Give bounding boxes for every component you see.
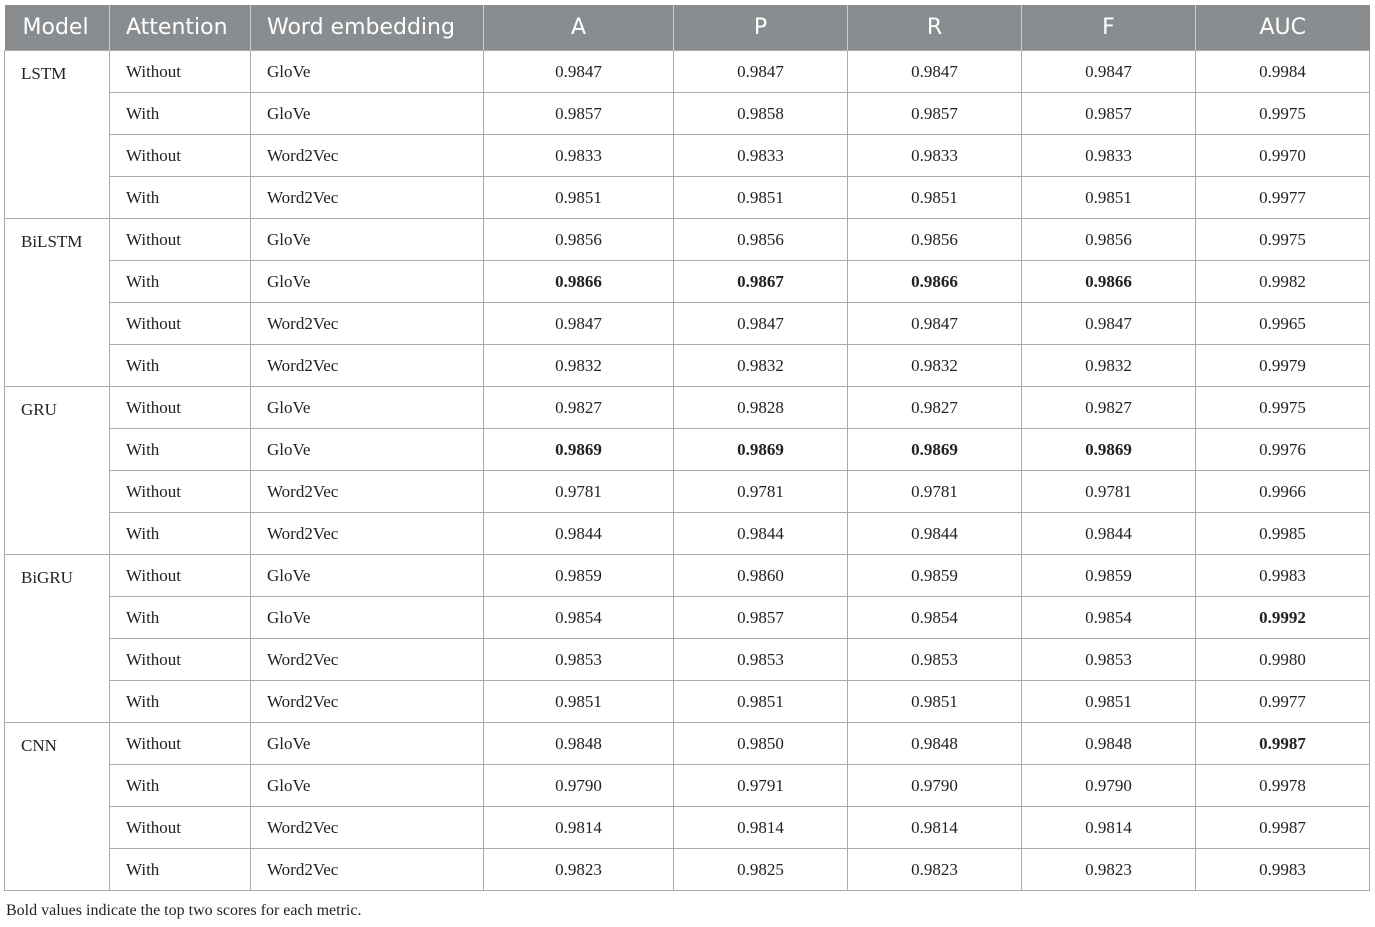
attention-cell: Without	[110, 219, 251, 261]
metric-cell-f: 0.9823	[1022, 849, 1196, 891]
metric-cell-auc: 0.9975	[1196, 219, 1370, 261]
embedding-cell: Word2Vec	[251, 639, 484, 681]
table-row	[5, 429, 1370, 471]
metric-cell-auc: 0.9966	[1196, 471, 1370, 513]
attention-cell: Without	[110, 471, 251, 513]
metric-cell-p: 0.9853	[674, 639, 848, 681]
metric-cell-f: 0.9814	[1022, 807, 1196, 849]
metric-cell-r: 0.9851	[848, 177, 1022, 219]
model-cell: LSTM	[5, 51, 110, 219]
table-row	[5, 135, 1370, 177]
metric-cell-f: 0.9832	[1022, 345, 1196, 387]
embedding-cell: Word2Vec	[251, 849, 484, 891]
table-row	[5, 513, 1370, 555]
attention-cell: Without	[110, 135, 251, 177]
results-table-container	[4, 5, 1369, 891]
model-cell: CNN	[5, 723, 110, 891]
embedding-cell: Word2Vec	[251, 681, 484, 723]
table-row	[5, 765, 1370, 807]
header-p: P	[674, 5, 848, 51]
embedding-cell: Word2Vec	[251, 177, 484, 219]
metric-cell-r: 0.9856	[848, 219, 1022, 261]
metric-cell-r: 0.9790	[848, 765, 1022, 807]
table-body	[5, 51, 1370, 891]
metric-cell-p: 0.9860	[674, 555, 848, 597]
model-cell: BiLSTM	[5, 219, 110, 387]
table-row	[5, 723, 1370, 765]
metric-cell-a: 0.9848	[484, 723, 674, 765]
metric-cell-a: 0.9781	[484, 471, 674, 513]
metric-cell-f: 0.9844	[1022, 513, 1196, 555]
metric-cell-p: 0.9867	[674, 261, 848, 303]
metric-cell-f: 0.9781	[1022, 471, 1196, 513]
metric-cell-f: 0.9866	[1022, 261, 1196, 303]
attention-cell: With	[110, 93, 251, 135]
metric-cell-auc: 0.9979	[1196, 345, 1370, 387]
table-row	[5, 303, 1370, 345]
metric-cell-auc: 0.9975	[1196, 387, 1370, 429]
metric-cell-p: 0.9814	[674, 807, 848, 849]
table-row	[5, 345, 1370, 387]
metric-cell-p: 0.9851	[674, 177, 848, 219]
metric-cell-f: 0.9851	[1022, 177, 1196, 219]
metric-cell-a: 0.9851	[484, 177, 674, 219]
attention-cell: Without	[110, 555, 251, 597]
embedding-cell: Word2Vec	[251, 135, 484, 177]
metric-cell-auc: 0.9983	[1196, 849, 1370, 891]
metric-cell-f: 0.9853	[1022, 639, 1196, 681]
metric-cell-auc: 0.9987	[1196, 807, 1370, 849]
table-row	[5, 261, 1370, 303]
attention-cell: With	[110, 177, 251, 219]
metric-cell-f: 0.9847	[1022, 51, 1196, 93]
metric-cell-a: 0.9856	[484, 219, 674, 261]
metric-cell-a: 0.9827	[484, 387, 674, 429]
metric-cell-r: 0.9844	[848, 513, 1022, 555]
metric-cell-r: 0.9859	[848, 555, 1022, 597]
embedding-cell: GloVe	[251, 597, 484, 639]
metric-cell-r: 0.9857	[848, 93, 1022, 135]
metric-cell-f: 0.9869	[1022, 429, 1196, 471]
table-row	[5, 807, 1370, 849]
metric-cell-auc: 0.9977	[1196, 177, 1370, 219]
attention-cell: With	[110, 429, 251, 471]
metric-cell-auc: 0.9980	[1196, 639, 1370, 681]
attention-cell: With	[110, 681, 251, 723]
header-attention: Attention	[110, 5, 251, 51]
metric-cell-auc: 0.9992	[1196, 597, 1370, 639]
header-auc: AUC	[1196, 5, 1370, 51]
embedding-cell: GloVe	[251, 261, 484, 303]
attention-cell: With	[110, 345, 251, 387]
table-row	[5, 219, 1370, 261]
table-row	[5, 849, 1370, 891]
metric-cell-a: 0.9853	[484, 639, 674, 681]
metric-cell-r: 0.9832	[848, 345, 1022, 387]
attention-cell: Without	[110, 387, 251, 429]
header-row	[5, 5, 1370, 51]
table-row	[5, 51, 1370, 93]
metric-cell-r: 0.9827	[848, 387, 1022, 429]
metric-cell-f: 0.9859	[1022, 555, 1196, 597]
metric-cell-p: 0.9858	[674, 93, 848, 135]
header-r: R	[848, 5, 1022, 51]
metric-cell-a: 0.9857	[484, 93, 674, 135]
table-row	[5, 387, 1370, 429]
metric-cell-p: 0.9844	[674, 513, 848, 555]
attention-cell: With	[110, 597, 251, 639]
metric-cell-p: 0.9828	[674, 387, 848, 429]
metric-cell-r: 0.9853	[848, 639, 1022, 681]
metric-cell-p: 0.9856	[674, 219, 848, 261]
metric-cell-r: 0.9854	[848, 597, 1022, 639]
results-table	[4, 5, 1370, 891]
metric-cell-f: 0.9847	[1022, 303, 1196, 345]
metric-cell-r: 0.9833	[848, 135, 1022, 177]
metric-cell-p: 0.9850	[674, 723, 848, 765]
metric-cell-p: 0.9791	[674, 765, 848, 807]
attention-cell: With	[110, 513, 251, 555]
metric-cell-a: 0.9790	[484, 765, 674, 807]
metric-cell-auc: 0.9977	[1196, 681, 1370, 723]
metric-cell-p: 0.9857	[674, 597, 848, 639]
metric-cell-a: 0.9844	[484, 513, 674, 555]
metric-cell-r: 0.9823	[848, 849, 1022, 891]
table-footnote: Bold values indicate the top two scores for each metric.	[6, 902, 362, 919]
table-row	[5, 681, 1370, 723]
metric-cell-p: 0.9832	[674, 345, 848, 387]
metric-cell-r: 0.9781	[848, 471, 1022, 513]
metric-cell-p: 0.9833	[674, 135, 848, 177]
embedding-cell: GloVe	[251, 765, 484, 807]
metric-cell-r: 0.9847	[848, 303, 1022, 345]
table-row	[5, 177, 1370, 219]
embedding-cell: Word2Vec	[251, 471, 484, 513]
metric-cell-r: 0.9851	[848, 681, 1022, 723]
attention-cell: Without	[110, 807, 251, 849]
metric-cell-r: 0.9847	[848, 51, 1022, 93]
metric-cell-a: 0.9851	[484, 681, 674, 723]
metric-cell-f: 0.9854	[1022, 597, 1196, 639]
model-cell: GRU	[5, 387, 110, 555]
metric-cell-a: 0.9832	[484, 345, 674, 387]
metric-cell-f: 0.9848	[1022, 723, 1196, 765]
embedding-cell: GloVe	[251, 723, 484, 765]
embedding-cell: GloVe	[251, 51, 484, 93]
metric-cell-a: 0.9823	[484, 849, 674, 891]
attention-cell: Without	[110, 639, 251, 681]
table-row	[5, 597, 1370, 639]
metric-cell-a: 0.9814	[484, 807, 674, 849]
embedding-cell: GloVe	[251, 219, 484, 261]
metric-cell-auc: 0.9975	[1196, 93, 1370, 135]
metric-cell-r: 0.9866	[848, 261, 1022, 303]
model-cell: BiGRU	[5, 555, 110, 723]
header-word-embedding: Word embedding	[251, 5, 484, 51]
metric-cell-f: 0.9856	[1022, 219, 1196, 261]
metric-cell-a: 0.9859	[484, 555, 674, 597]
embedding-cell: GloVe	[251, 93, 484, 135]
metric-cell-auc: 0.9983	[1196, 555, 1370, 597]
embedding-cell: Word2Vec	[251, 513, 484, 555]
metric-cell-a: 0.9866	[484, 261, 674, 303]
metric-cell-f: 0.9857	[1022, 93, 1196, 135]
metric-cell-a: 0.9869	[484, 429, 674, 471]
attention-cell: Without	[110, 723, 251, 765]
metric-cell-auc: 0.9985	[1196, 513, 1370, 555]
metric-cell-auc: 0.9987	[1196, 723, 1370, 765]
attention-cell: With	[110, 261, 251, 303]
metric-cell-p: 0.9869	[674, 429, 848, 471]
embedding-cell: Word2Vec	[251, 807, 484, 849]
header-f: F	[1022, 5, 1196, 51]
metric-cell-p: 0.9825	[674, 849, 848, 891]
attention-cell: With	[110, 765, 251, 807]
metric-cell-a: 0.9854	[484, 597, 674, 639]
table-row	[5, 471, 1370, 513]
embedding-cell: GloVe	[251, 429, 484, 471]
metric-cell-auc: 0.9982	[1196, 261, 1370, 303]
table-row	[5, 555, 1370, 597]
metric-cell-p: 0.9781	[674, 471, 848, 513]
attention-cell: Without	[110, 303, 251, 345]
attention-cell: Without	[110, 51, 251, 93]
metric-cell-p: 0.9847	[674, 303, 848, 345]
embedding-cell: Word2Vec	[251, 303, 484, 345]
metric-cell-r: 0.9869	[848, 429, 1022, 471]
attention-cell: With	[110, 849, 251, 891]
metric-cell-r: 0.9848	[848, 723, 1022, 765]
metric-cell-p: 0.9851	[674, 681, 848, 723]
table-row	[5, 93, 1370, 135]
table-row	[5, 639, 1370, 681]
metric-cell-f: 0.9790	[1022, 765, 1196, 807]
metric-cell-r: 0.9814	[848, 807, 1022, 849]
embedding-cell: Word2Vec	[251, 345, 484, 387]
header-model: Model	[5, 5, 110, 51]
embedding-cell: GloVe	[251, 555, 484, 597]
embedding-cell: GloVe	[251, 387, 484, 429]
metric-cell-a: 0.9847	[484, 51, 674, 93]
metric-cell-p: 0.9847	[674, 51, 848, 93]
metric-cell-auc: 0.9970	[1196, 135, 1370, 177]
metric-cell-f: 0.9833	[1022, 135, 1196, 177]
metric-cell-a: 0.9833	[484, 135, 674, 177]
metric-cell-f: 0.9851	[1022, 681, 1196, 723]
metric-cell-auc: 0.9978	[1196, 765, 1370, 807]
metric-cell-a: 0.9847	[484, 303, 674, 345]
metric-cell-auc: 0.9984	[1196, 51, 1370, 93]
metric-cell-auc: 0.9976	[1196, 429, 1370, 471]
metric-cell-auc: 0.9965	[1196, 303, 1370, 345]
metric-cell-f: 0.9827	[1022, 387, 1196, 429]
header-a: A	[484, 5, 674, 51]
